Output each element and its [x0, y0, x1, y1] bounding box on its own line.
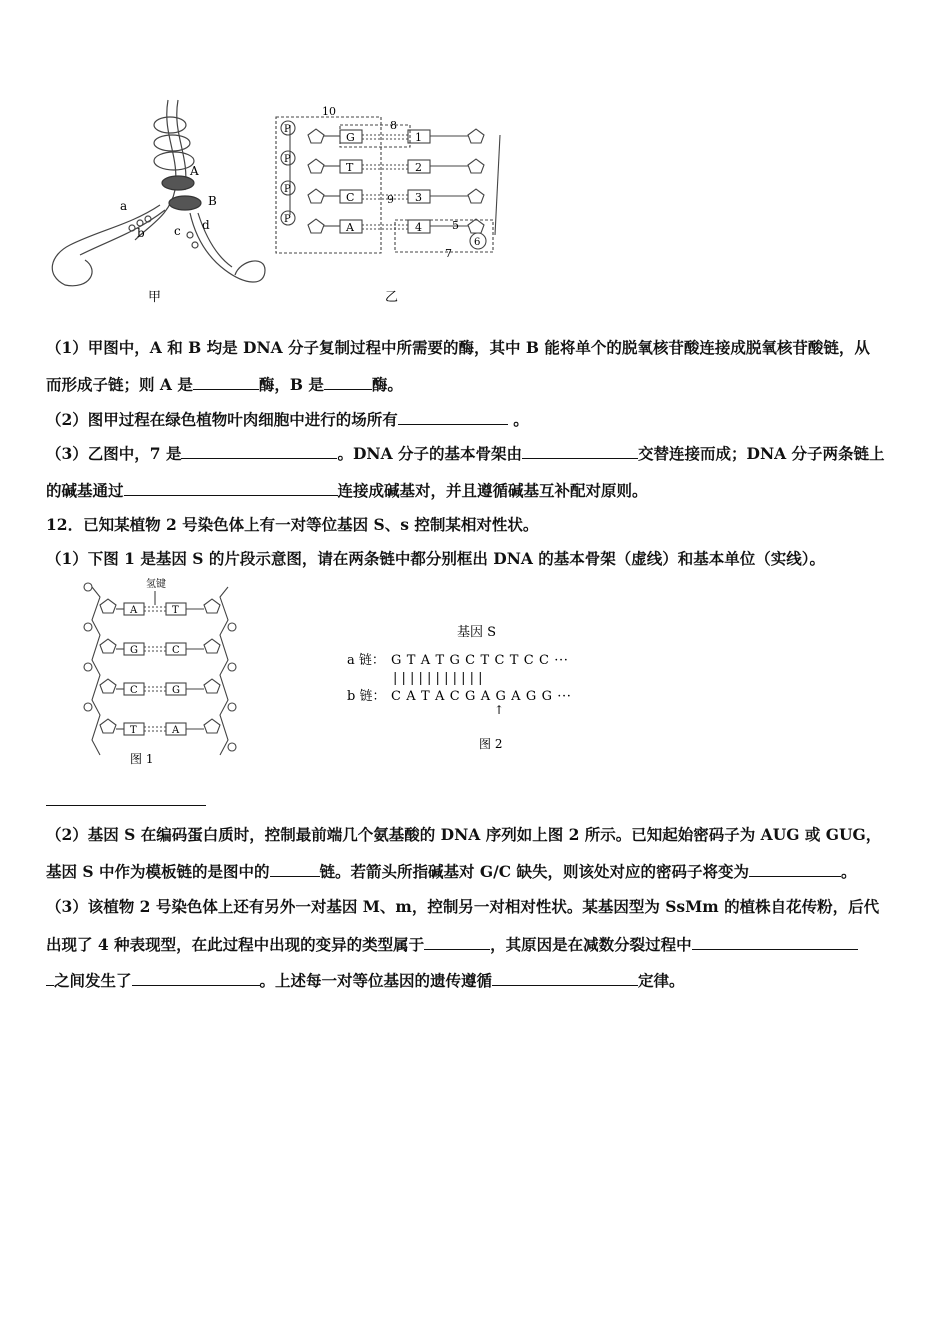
q11-part2-line	[46, 408, 529, 430]
answer-blank-variation-type[interactable]	[424, 935, 490, 950]
yi-p2: P	[284, 154, 291, 165]
figure1-left-base-2: G	[130, 645, 138, 656]
q11-part1-line1	[46, 336, 870, 358]
answer-blank-seven[interactable]	[181, 444, 337, 459]
yi-num-5: 5	[452, 219, 459, 232]
figure1-left-base-3: C	[130, 685, 138, 696]
figure2-chain-b-seq: C A T A C G A G A G G ···	[391, 689, 572, 704]
figure1-hydrogen-bond-label: 氢键	[146, 579, 166, 590]
jia-letter-d: d	[202, 218, 210, 232]
q11-part1-text1: （1）甲图中，A 和 B 均是 DNA 分子复制过程中所需要的酶，其中 B 能将单个的脱氧核苷酸连接成脱氧核苷酸链，从	[46, 338, 870, 357]
yi-base-t: T	[346, 161, 354, 174]
yi-base-c: C	[346, 191, 355, 204]
answer-blank-occurred[interactable]	[132, 971, 260, 986]
q11-part3-text1a: （3）乙图中，7 是	[46, 444, 182, 463]
answer-blank-location[interactable]	[398, 410, 508, 425]
answer-blank-backbone[interactable]	[522, 444, 638, 459]
q12-part2-text2b: 链。若箭头所指碱基对 G/C 缺失，则该处对应的密码子将变为	[319, 862, 750, 881]
jia-letter-b-upper: B	[208, 194, 217, 208]
figure2-chain-a-seq: G T A T G C T C T C C ···	[391, 653, 569, 668]
jia-letter-a-upper: A	[190, 164, 199, 178]
figure2-chain-a-label: a 链：	[347, 653, 385, 668]
q12-part3-text3a: 之间发生了	[54, 971, 132, 990]
figure-1-dna-fragment	[80, 575, 240, 770]
q11-part2-text-a: （2）图甲过程在绿色植物叶肉细胞中进行的场所有	[46, 410, 398, 429]
answer-blank-between[interactable]	[692, 935, 858, 950]
answer-blank-between-cont[interactable]	[46, 971, 54, 986]
q12-title-text: 12．已知某植物 2 号染色体上有一对等位基因 S、s 控制某相对性状。	[46, 515, 539, 534]
q12-part3-text3b: 。上述每一对等位基因的遗传遵循	[259, 971, 493, 990]
q11-part3-line2	[46, 479, 648, 501]
q11-part3-text2a: 的碱基通过	[46, 481, 124, 500]
q12-part3-line2	[46, 933, 858, 955]
q12-part2-text1: （2）基因 S 在编码蛋白质时，控制最前端几个氨基酸的 DNA 序列如上图 2 所示。已知起始密码子为 AUG 或 GUG，	[46, 825, 882, 844]
q11-part1-text2b: 酶，B 是	[258, 375, 324, 394]
answer-blank-enzyme-a[interactable]	[193, 375, 259, 390]
yi-num-2: 2	[415, 161, 422, 174]
figure2-chain-b-label: b 链：	[347, 689, 386, 704]
q12-part1-text: （1）下图 1 是基因 S 的片段示意图，请在两条链中都分别框出 DNA 的基本骨架（虚线）和基本单位（实线）。	[46, 549, 826, 568]
answer-blank-bond[interactable]	[124, 481, 338, 496]
yi-num-7: 7	[445, 247, 452, 260]
q12-part3-text1: （3）该植物 2 号染色体上还有另外一对基因 M、m，控制另一对相对性状。某基因型为 SsMm 的植株自花传粉，后代	[46, 897, 880, 916]
yi-label: 乙	[385, 290, 399, 305]
yi-p3: P	[284, 184, 291, 195]
separator-line	[46, 805, 206, 806]
answer-blank-enzyme-b[interactable]	[324, 375, 372, 390]
figure1-right-base-1: T	[172, 605, 179, 616]
jia-letter-b: b	[137, 226, 145, 240]
yi-num-6: 6	[474, 237, 481, 248]
yi-num-9: 9	[387, 193, 394, 206]
yi-p4: P	[284, 214, 291, 225]
figure-replication-diagram	[40, 95, 510, 310]
figure2-bonds: | | | | | | | | | | |	[393, 671, 483, 686]
figure2-arrow: ↑	[494, 703, 505, 717]
q12-part2-line1	[46, 823, 881, 845]
q11-part3-text1b: 。DNA 分子的基本骨架由	[337, 444, 523, 463]
figure1-caption: 图 1	[130, 752, 154, 766]
figure1-left-base-4: T	[130, 725, 137, 736]
figure1-right-base-4: A	[172, 725, 180, 736]
q12-part3-line3	[46, 969, 685, 991]
q12-part2-text2c: 。	[841, 862, 857, 881]
q11-part3-line1	[46, 442, 885, 464]
answer-blank-codon[interactable]	[749, 862, 841, 877]
q12-part3-text2a: 出现了 4 种表现型，在此过程中出现的变异的类型属于	[46, 935, 425, 954]
yi-num-1: 1	[415, 131, 422, 144]
q12-part2-text2a: 基因 S 中作为模板链的是图中的	[46, 862, 270, 881]
figure1-right-base-2: C	[172, 645, 180, 656]
q11-part1-text2a: 而形成子链；则 A 是	[46, 375, 193, 394]
figure-jia	[52, 100, 265, 286]
answer-blank-template-chain[interactable]	[270, 862, 320, 877]
q12-title	[46, 513, 538, 535]
q11-part2-text-b: 。	[507, 410, 529, 429]
yi-num-4: 4	[415, 221, 422, 234]
answer-blank-law[interactable]	[492, 971, 638, 986]
yi-num-3: 3	[415, 191, 422, 204]
q12-part3-text2b: ，其原因是在减数分裂过程中	[490, 935, 692, 954]
yi-p1: P	[284, 124, 291, 135]
yi-base-g: G	[346, 131, 355, 144]
figure2-title: 基因 S	[457, 625, 497, 640]
jia-label: 甲	[148, 290, 162, 305]
jia-letter-a: a	[120, 199, 128, 213]
yi-num-10: 10	[322, 105, 336, 118]
q11-part1-text2c: 酶。	[371, 375, 403, 394]
figure-yi	[276, 117, 500, 253]
q12-part3-line1	[46, 895, 879, 917]
q11-part3-text1c: 交替连接而成；DNA 分子两条链上	[638, 444, 885, 463]
yi-rows	[281, 105, 486, 260]
figure-2-gene-sequence	[345, 618, 595, 758]
yi-base-a: A	[346, 221, 354, 234]
figure1-left-base-1: A	[130, 605, 138, 616]
q11-part1-line2	[46, 373, 403, 395]
q12-part3-text3c: 定律。	[638, 971, 685, 990]
figure1-right-base-3: G	[172, 685, 180, 696]
jia-letter-c: c	[174, 224, 181, 238]
q12-part1	[46, 547, 825, 569]
figure2-caption: 图 2	[479, 737, 503, 751]
q11-part3-text2b: 连接成碱基对，并且遵循碱基互补配对原则。	[337, 481, 648, 500]
q12-part2-line2	[46, 860, 857, 882]
yi-num-8: 8	[390, 119, 397, 132]
